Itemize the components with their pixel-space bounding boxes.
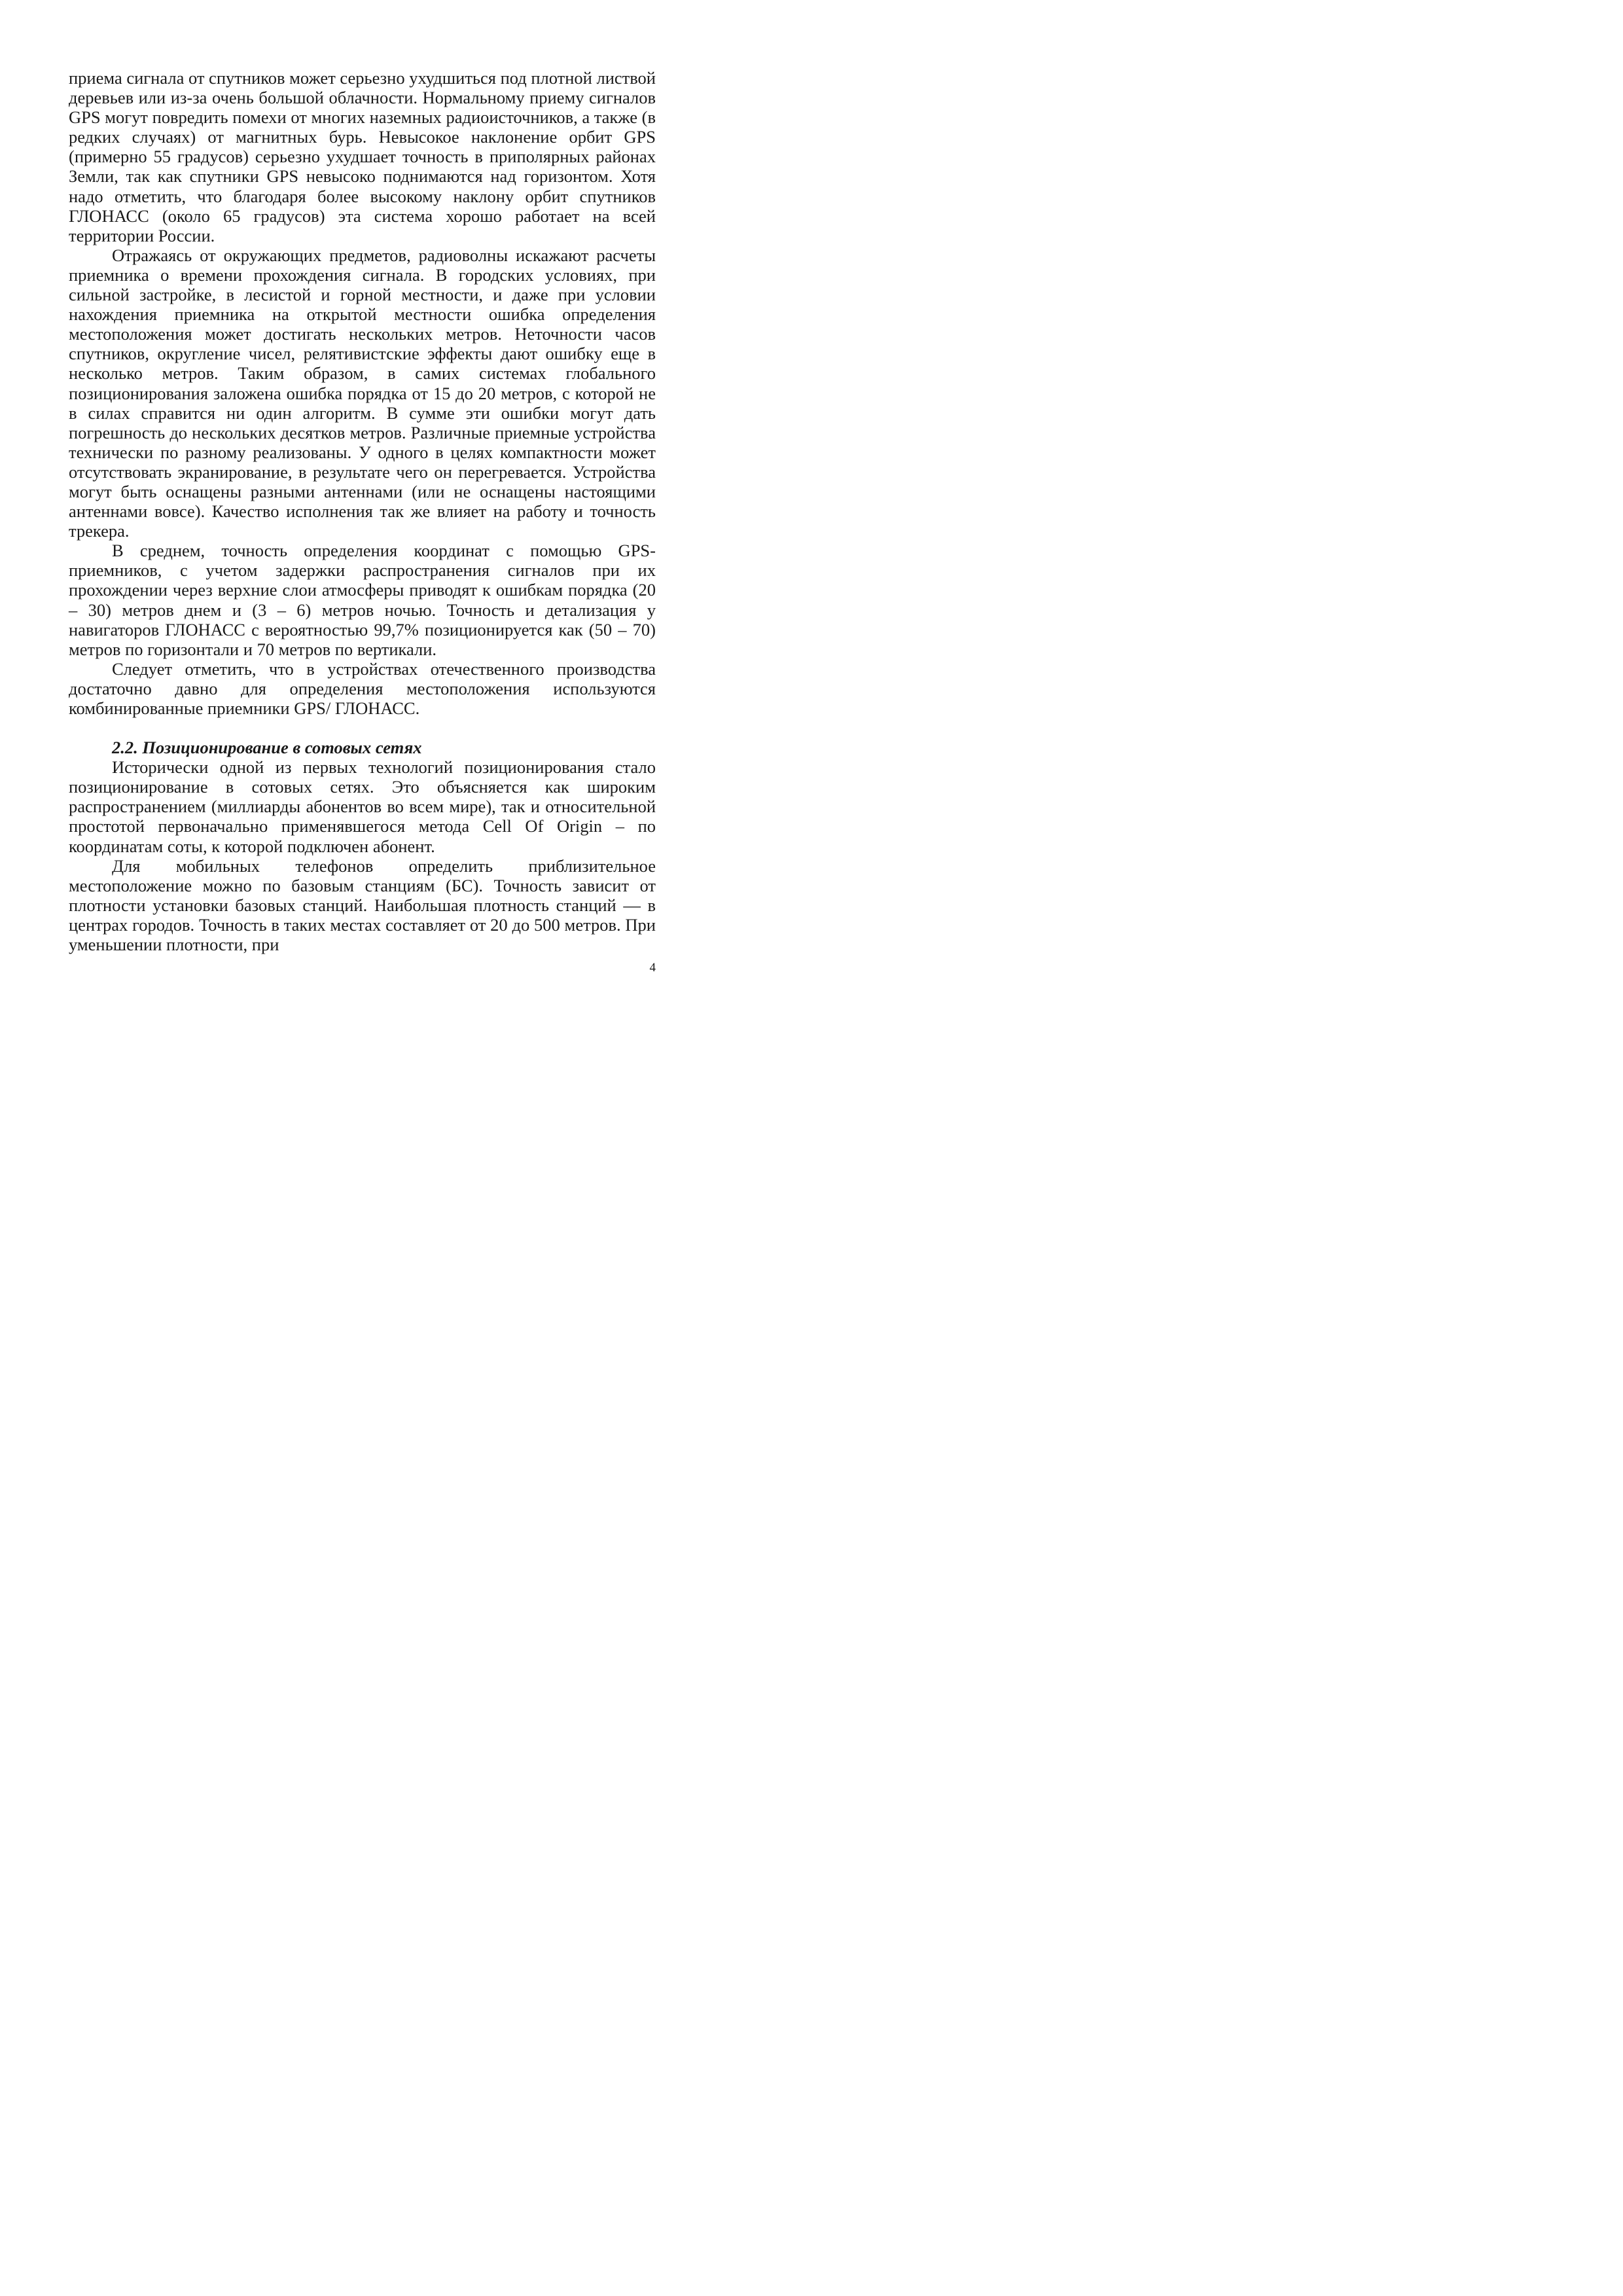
paragraph-4: Следует отметить, что в устройствах отечественного производства достаточно давно для определения местоположения используются комбинированные приемники GPS/ ГЛОНАСС. [69, 658, 656, 718]
document-page [0, 0, 721, 1020]
paragraph-5: Исторически одной из первых технологий позиционирования стало позиционирование в сотовых сетях. Это объясняется как широким распространением (миллиарды абонентов во всем мире), так и относительной простотой первоначально применявшегося метода Cell Of Origin – по координатам соты, к которой подключен абонент. [69, 757, 656, 856]
page-body [69, 68, 656, 954]
paragraph-2: Отражаясь от окружающих предметов, радиоволны искажают расчеты приемника о времени прохождения сигнала. В городских условиях, при сильной застройке, в лесистой и горной местности, и даже при условии нахождения приемника на открытой местности ошибка определения местоположения может достигать нескольких метров. Неточности часов спутников, округление чисел, релятивистские эффекты дают ошибку еще в несколько метров. Таким образом, в самих системах глобального позиционирования заложена ошибка порядка от 15 до 20 метров, с которой не в силах справится ни один алгоритм. В сумме эти ошибки могут дать погрешность до нескольких десятков метров. Различные приемные устройства технически по разному реализованы. У одного в целях компактности может отсутствовать экранирование, в результате чего он перегревается. Устройства могут быть оснащены разными антеннами (или не оснащены настоящими антеннами вовсе). Качество исполнения так же влияет на работу и точность трекера. [69, 245, 656, 541]
section-heading: 2.2. Позиционирование в сотовых сетях [112, 738, 422, 758]
paragraph-6: Для мобильных телефонов определить приблизительное местоположение можно по базовым станциям (БС). Точность зависит от плотности установки базовых станций. Наибольшая плотность станций — в центрах городов. Точность в таких местах составляет от 20 до 500 метров. При уменьшении плотности, при [69, 855, 656, 955]
paragraph-1: приема сигнала от спутников может серьезно ухудшиться под плотной листвой деревьев или из-за очень большой облачности. Нормальному приему сигналов GPS могут повредить помехи от многих наземных радиоисточников, а также (в редких случаях) от магнитных бурь. Невысокое наклонение орбит GPS (примерно 55 градусов) серьезно ухудшает точность в приполярных районах Земли, так как спутники GPS невысоко поднимаются над горизонтом. Хотя надо отметить, что благодаря более высокому наклону орбит спутников ГЛОНАСС (около 65 градусов) эта система хорошо работает на всей территории России. [69, 68, 656, 245]
page-number: 4 [649, 961, 656, 975]
paragraph-3: В среднем, точность определения координат с помощью GPS-приемников, с учетом задержки распространения сигналов при их прохождении через верхние слои атмосферы приводят к ошибкам порядка (20 – 30) метров днем и (3 – 6) метров ночью. Точность и детализация у навигаторов ГЛОНАСС с вероятностью 99,7% позиционируется как (50 – 70) метров по горизонтали и 70 метров по вертикали. [69, 541, 656, 659]
